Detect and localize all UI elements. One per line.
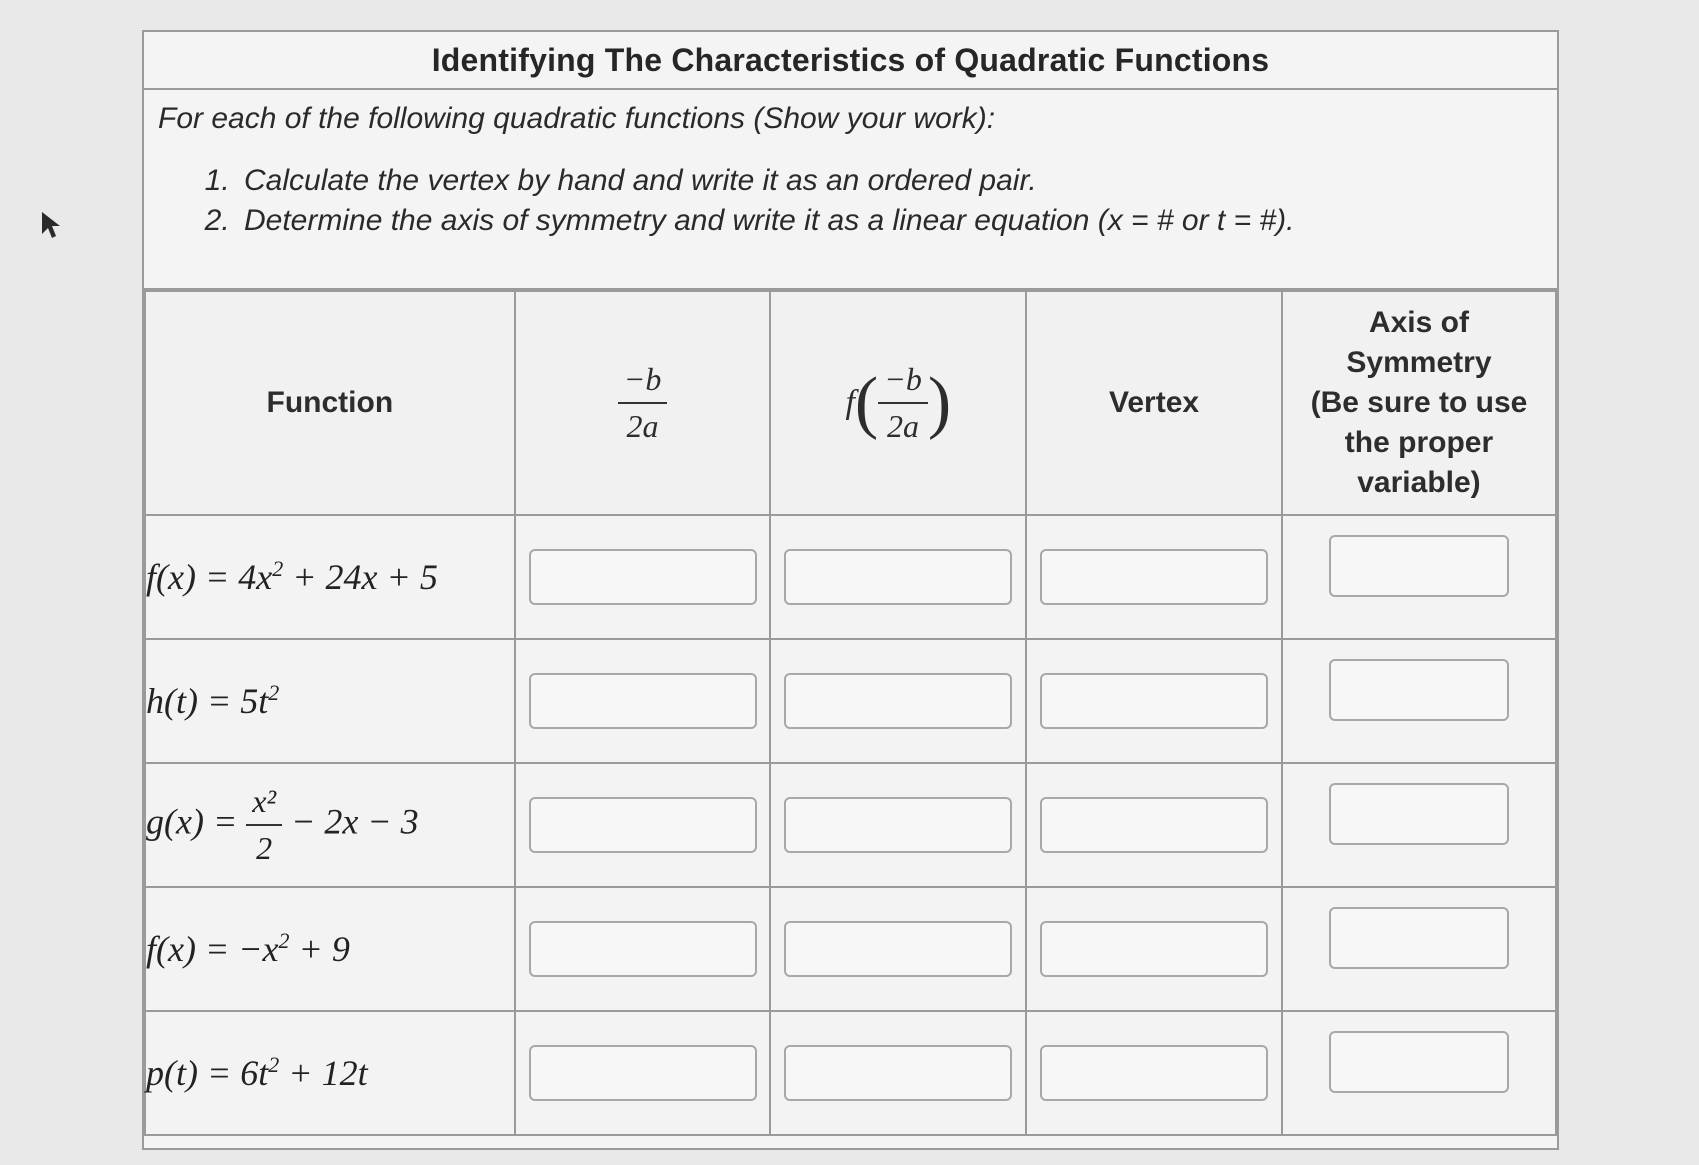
exponent: 2 — [268, 1052, 280, 1077]
axis-of-symmetry-input[interactable] — [1329, 535, 1509, 597]
function-name: f(x) — [146, 929, 196, 969]
vertex-input[interactable] — [1040, 797, 1268, 853]
function-letter: f — [845, 384, 855, 421]
answer-cell — [515, 763, 771, 887]
answer-cell — [515, 887, 771, 1011]
axis-of-symmetry-input[interactable] — [1329, 783, 1509, 845]
function-cell: g(x) = $\frac{\text{x²}}{2}$ − 2x − 3 — [145, 763, 515, 887]
answer-cell — [770, 763, 1026, 887]
function-tail: − 2x − 3 — [282, 801, 419, 842]
function-name: f(x) — [146, 557, 196, 597]
function-term: 6t — [240, 1053, 269, 1093]
header-axis-line: the proper — [1344, 426, 1494, 459]
function-tail: + 24x + 5 — [283, 557, 438, 597]
fraction — [246, 783, 282, 867]
f-of-input[interactable] — [784, 549, 1012, 605]
answer-cell — [1026, 1011, 1282, 1135]
exponent: 2 — [268, 680, 280, 705]
vertex-input[interactable] — [1040, 549, 1268, 605]
table-row — [145, 763, 1556, 887]
answer-cell — [1026, 639, 1282, 763]
function-cell: $h(t) = 5t^2$ — [145, 639, 515, 763]
fraction-denominator: 2a — [626, 408, 659, 444]
header-axis-line: Symmetry — [1346, 346, 1492, 379]
axis-of-symmetry-input[interactable] — [1329, 659, 1509, 721]
answer-cell — [1026, 887, 1282, 1011]
fraction-numerator: x² — [246, 783, 282, 826]
function-cell: $f(x) = -x^2 + 9$ — [145, 887, 515, 1011]
header-axis-of-symmetry — [1282, 291, 1556, 515]
answer-cell — [1282, 763, 1556, 887]
function-name: p(t) — [146, 1053, 198, 1093]
fraction-denominator: 2 — [256, 830, 273, 866]
fraction-numerator: −b — [618, 361, 668, 404]
function-cell: $p(t) = 6t^2 + 12t$ — [145, 1011, 515, 1135]
table-header-row — [145, 291, 1556, 515]
exponent: 2 — [272, 556, 284, 581]
fraction-neg-b-2a — [618, 361, 668, 445]
answer-cell — [515, 515, 771, 639]
vertex-input[interactable] — [1040, 1045, 1268, 1101]
neg-b-over-2a-input[interactable] — [529, 921, 757, 977]
answer-cell — [770, 1011, 1026, 1135]
f-of-input[interactable] — [784, 921, 1012, 977]
function-tail: + 9 — [289, 929, 350, 969]
answer-cell — [515, 1011, 771, 1135]
header-function: Function — [145, 291, 515, 515]
answer-cell — [770, 887, 1026, 1011]
axis-of-symmetry-input[interactable] — [1329, 907, 1509, 969]
header-neg-b-over-2a — [515, 291, 771, 515]
function-term: 4x — [238, 557, 273, 597]
answer-cell — [1282, 639, 1556, 763]
header-axis-line: (Be sure to use — [1310, 386, 1528, 419]
function-term: −x — [238, 929, 279, 969]
neg-b-over-2a-input[interactable] — [529, 1045, 757, 1101]
worksheet — [142, 30, 1559, 1150]
instructions-block — [144, 90, 1557, 290]
axis-of-symmetry-input[interactable] — [1329, 1031, 1509, 1093]
instruction-item: 2. Determine the axis of symmetry and write it as a linear equation (x = # or t = #). — [238, 204, 1543, 238]
answer-cell — [1026, 763, 1282, 887]
table-row — [145, 639, 1556, 763]
vertex-input[interactable] — [1040, 673, 1268, 729]
function-term: 5t — [240, 681, 269, 721]
table-row — [145, 1011, 1556, 1135]
quadratic-table — [144, 290, 1557, 1136]
f-of-input[interactable] — [784, 673, 1012, 729]
header-vertex: Vertex — [1026, 291, 1282, 515]
instructions-intro: For each of the following quadratic functions (Show your work): — [158, 102, 996, 135]
fraction-denominator: 2a — [887, 408, 920, 444]
exponent: 2 — [278, 928, 290, 953]
vertex-input[interactable] — [1040, 921, 1268, 977]
neg-b-over-2a-input[interactable] — [529, 673, 757, 729]
answer-cell — [770, 639, 1026, 763]
answer-cell — [770, 515, 1026, 639]
worksheet-title: Identifying The Characteristics of Quadratic Functions — [144, 32, 1557, 90]
answer-cell — [1282, 887, 1556, 1011]
answer-cell — [515, 639, 771, 763]
function-name: g(x) — [146, 801, 204, 842]
f-of-input[interactable] — [784, 1045, 1012, 1101]
function-name: h(t) — [146, 681, 198, 721]
neg-b-over-2a-input[interactable] — [529, 549, 757, 605]
function-tail: + 12t — [279, 1053, 368, 1093]
instructions-list — [158, 164, 1543, 238]
neg-b-over-2a-input[interactable] — [529, 797, 757, 853]
instruction-item: 1. Calculate the vertex by hand and write it as an ordered pair. — [238, 164, 1543, 198]
answer-cell — [1026, 515, 1282, 639]
header-axis-line: variable) — [1357, 466, 1481, 499]
f-of-input[interactable] — [784, 797, 1012, 853]
table-row — [145, 515, 1556, 639]
fraction-neg-b-2a — [878, 361, 928, 445]
answer-cell — [1282, 515, 1556, 639]
answer-cell — [1282, 1011, 1556, 1135]
table-row — [145, 887, 1556, 1011]
fraction-numerator: −b — [878, 361, 928, 404]
function-cell: $f(x) = 4x^2 + 24x + 5$ — [145, 515, 515, 639]
header-f-of-neg-b-over-2a: f( $\frac{-b}{2a}$ ) — [770, 291, 1026, 515]
header-axis-line: Axis of — [1368, 306, 1469, 339]
